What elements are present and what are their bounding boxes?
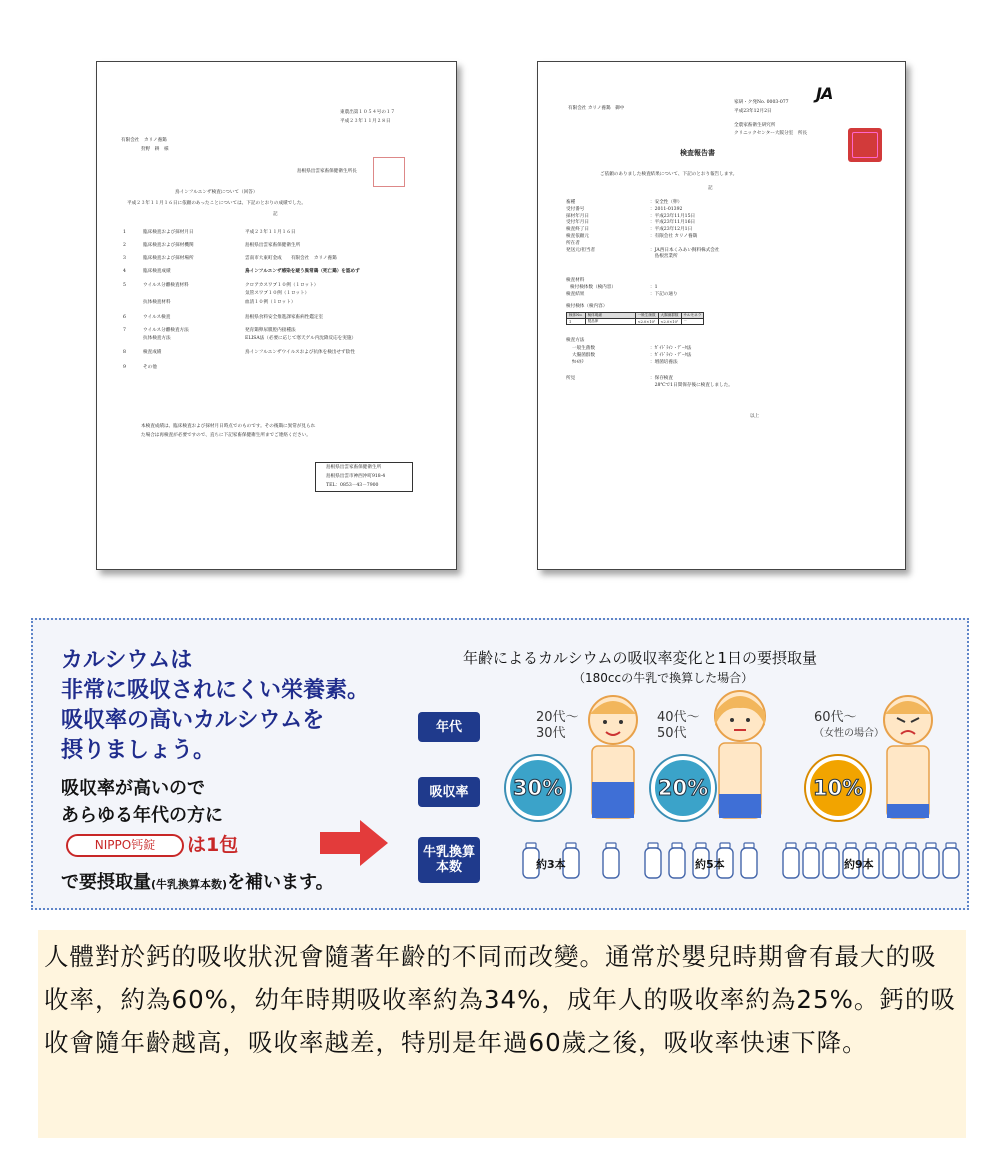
milk-count-label: 約5本 [695, 858, 725, 871]
table-header-cell: サルモネラ [681, 313, 704, 319]
doc-item-value: 島根県出雲家畜保健衛生所 [245, 243, 301, 248]
report-field-value: ：安全性（卵） [650, 200, 683, 205]
doc-item-value: 雲南市大東町金成 有限会社 カリノ養鶏 [245, 256, 337, 261]
report-field-label: 検査終了日 [566, 227, 589, 233]
age-group-label [814, 710, 884, 742]
report-field-label: 所在者 [566, 240, 580, 246]
doc-ki: 記 [273, 212, 278, 217]
report-table-caption: 検付検体（検内容） [566, 304, 608, 309]
milk-bottle-icon [821, 842, 841, 880]
doc-item-label: 臨床検査および採材月日 [143, 230, 194, 235]
doc-ref-number: 東農出第１０５４号の１７ [340, 110, 396, 115]
report-field-label: 採材年月日 [566, 213, 589, 219]
report-result: ：下記の通り [650, 292, 678, 297]
table-cell: <2.0×10¹ [635, 319, 658, 325]
age-text: 30代 [536, 726, 566, 741]
report-remark: 28℃で1日間保存後に検査しました。 [650, 383, 733, 388]
report-field-label: 受付年月日 [566, 220, 589, 226]
age-text: 60代～ [814, 710, 857, 725]
milk-bottle-icon [601, 842, 621, 880]
report-ki: 記 [708, 186, 713, 191]
doc-item-label: その他 [143, 365, 157, 370]
table-row [567, 319, 704, 325]
table-cell: 1 [567, 319, 586, 325]
age-text: 20代～ [536, 710, 579, 725]
milk-bottle-icon [921, 842, 941, 880]
report-field-value: ：平成23年11月16日 [650, 220, 696, 226]
table-header-cell: 検体明細 [585, 313, 635, 319]
row-label-text: 本数 [435, 860, 462, 875]
red-arrow-icon [320, 818, 390, 868]
report-ref-number: 家研・ク発No. 0003-077 [734, 100, 789, 105]
report-field-label: 受付番号 [566, 206, 585, 212]
report-ref-date: 平成23年12月2日 [734, 109, 772, 114]
absorption-rate-circle: 20% [651, 756, 715, 820]
address-line: 島根県出雲市神西沖町918-4 [326, 474, 386, 479]
report-method-value: ：ｶﾞｲﾄﾞﾗｲﾝ・ﾃﾞｰﾀ法 [650, 353, 692, 358]
doc-item-number: 6 [123, 315, 126, 320]
report-remark-label: 所見 [566, 376, 576, 381]
doc-item-number: 4 [123, 269, 126, 274]
headline-line: 吸収率の高いカルシウムを [61, 708, 325, 733]
doc-item-number: 8 [123, 350, 126, 355]
caption-text: 人體對於鈣的吸收狀況會隨著年齡的不同而改變。通常於嬰兒時期會有最大的吸收率，約為60%，幼年時期吸收率約為34%，成年人的吸收率約為25%。鈣的吸收會隨年齡越高，吸收率越差，特別是年過60歲之後，吸收率快速下降。 [44, 942, 956, 1057]
chart-title: 年齢によるカルシウムの吸収率変化と1日の要摂取量 [463, 649, 818, 667]
table-cell: <2.0×10¹ [658, 319, 681, 325]
age-note: （女性の場合） [814, 728, 884, 739]
issuer-address-box [315, 462, 413, 492]
doc-recipient-name: 狩野 耕 様 [141, 147, 169, 152]
age-group-label [657, 710, 700, 742]
address-phone: TEL：0853－43－7900 [326, 483, 379, 488]
calcium-absorption-infographic [31, 618, 969, 910]
milk-bottle-icon [781, 842, 801, 880]
report-field-value: ：2011-01392 [650, 206, 683, 212]
doc-item-value: 発育鶏卵尿膜腔内接種法 [245, 328, 296, 333]
report-result-label: 検査結果 [566, 292, 585, 297]
test-report-document [537, 61, 906, 570]
doc-item-value: 血清１０例（１ロット） [245, 300, 296, 305]
doc-issuer: 島根県出雲家畜保健衛生所長 [297, 169, 357, 174]
report-result-table [566, 312, 704, 325]
doc-note-line: 本検査成績は、臨床検査および採材月日時点でのものです。その後鶏に異常が見られ [141, 424, 316, 429]
headline-line: 摂りましょう。 [61, 738, 216, 763]
doc-item-value: クロアカスワブ１０例（１ロット） [245, 283, 319, 288]
report-field-value: 島根営業所 [650, 254, 678, 260]
report-method-label: 一般生菌数 [572, 346, 595, 351]
middle-age-person-icon [705, 686, 775, 822]
headline-line: カルシウムは [61, 648, 193, 673]
doc-item-label: ウイルス分離検査方法 [143, 328, 189, 333]
doc-item-value: ELISA法（必要に応じて寒天ゲル内沈降反応を実施） [245, 336, 357, 341]
doc-item-value: 鳥インフルエンザ感染を疑う異常鶏（死亡鶏）を認めず [245, 269, 360, 274]
report-remark: ：保存検査 [650, 376, 673, 381]
row-label-rate: 吸収率 [418, 777, 480, 807]
report-material-count-label: 検付検体数（検内容） [570, 285, 616, 290]
doc-item-number: 1 [123, 230, 126, 235]
chart-subtitle: （180ccの牛乳で換算した場合） [573, 671, 754, 685]
doc-item-value: 島根県食料安全推進課家畜病性鑑定室 [245, 315, 324, 320]
doc-item-label: 臨床検査成績 [143, 269, 171, 274]
doc-item-label: 臨床検査および採材機関 [143, 243, 194, 248]
dose-text: は1包 [187, 834, 239, 856]
absorption-rate-circle: 30% [506, 756, 570, 820]
doc-intro: 平成２３年１１月１６日に依頼のあったことについては、下記のとおりの成績でした。 [127, 201, 307, 206]
report-field-label: 検査依頼元 [566, 234, 589, 239]
nippo-product-badge: NIPPO钙錠 [66, 834, 184, 857]
report-field-label: 畜種 [566, 200, 576, 205]
body-text-note: (牛乳換算本数) [151, 878, 228, 891]
row-label-milk [418, 837, 480, 883]
doc-item-number: 3 [123, 256, 126, 261]
body-text: で要摂取量 [61, 872, 151, 893]
report-end-mark: 以上 [750, 414, 760, 419]
report-field-value: ：平成23年11月15日 [650, 213, 696, 219]
report-field-label: 発送元/担当者 [566, 247, 596, 253]
milk-bottle-icon [881, 842, 901, 880]
report-method-value: ：増菌培養法 [650, 360, 678, 365]
body-line-supplement [61, 870, 334, 898]
doc-item-number: 5 [123, 283, 126, 288]
doc-item-number: 7 [123, 328, 126, 333]
report-method-value: ：ｶﾞｲﾄﾞﾗｲﾝ・ﾃﾞｰﾀ法 [650, 346, 692, 351]
table-header-cell: 大腸菌群数 [658, 313, 681, 319]
doc-item-label: 検査成績 [143, 350, 162, 355]
milk-bottle-icon [941, 842, 961, 880]
doc-subject: 鳥インフルエンザ検査について（回答） [175, 190, 258, 195]
report-field-value: ：JA西日本くみあい飼料株式会社 [650, 247, 720, 253]
milk-count-label: 約9本 [844, 858, 874, 871]
table-header-cell: 検体No. [567, 313, 586, 319]
row-label-age: 年代 [418, 712, 480, 742]
milk-bottle-icon [901, 842, 921, 880]
doc-item-number: 2 [123, 243, 126, 248]
age-text: 50代 [657, 726, 687, 741]
report-material-label: 検査材料 [566, 278, 585, 283]
elderly-person-icon [875, 692, 941, 822]
report-field-value: ：平成23年12月1日 [650, 227, 693, 233]
absorption-rate-circle: 10% [806, 756, 870, 820]
table-cell: 製品卵 [585, 319, 635, 325]
doc-item-value: 平成２３年１１月１６日 [245, 230, 296, 235]
report-field-value: ：有限会社 カリノ養鶏 [650, 234, 698, 239]
doc-ref-date: 平成２３年１１月２８日 [340, 119, 391, 124]
milk-bottle-icon [667, 842, 687, 880]
doc-recipient-company: 有限会社 カリノ養鶏 [121, 138, 167, 143]
young-person-icon [578, 692, 648, 822]
explanation-caption [38, 930, 966, 1138]
doc-item-label: 抗体検査材料 [143, 300, 171, 305]
doc-item-label: 抗体検査方法 [143, 336, 171, 341]
doc-item-label: ウイルス検査 [143, 315, 171, 320]
doc-item-label: ウイルス分離検査材料 [143, 283, 189, 288]
headline-line: 非常に吸収されにくい栄養素。 [61, 678, 370, 703]
address-line: 島根県出雲家畜保健衛生所 [326, 465, 382, 470]
report-org: クリニックセンター大阪分室 所長 [734, 131, 808, 136]
report-addressee: 有限会社 カリノ養鶏 御中 [568, 106, 625, 111]
report-org: 全農家畜衛生研究所 [734, 123, 776, 128]
row-label-text: 牛乳換算 [422, 845, 475, 860]
issuer-stamp [373, 157, 405, 187]
milk-bottle-icon [739, 842, 759, 880]
table-cell: － [681, 319, 704, 325]
inspection-reply-document [96, 61, 457, 570]
report-method-label: 検査方法 [566, 338, 585, 343]
milk-bottle-icon [801, 842, 821, 880]
red-seal-stamp [848, 128, 882, 162]
report-title: 検査報告書 [680, 148, 715, 157]
doc-item-number: 9 [123, 365, 126, 370]
report-intro: ご依頼のありました検査結果について、下記のとおり報告します。 [600, 172, 738, 177]
report-material-count: ：1 [650, 285, 658, 290]
body-line: あらゆる年代の方に [61, 805, 223, 826]
age-group-label [536, 710, 579, 742]
report-method-label: 大腸菌群数 [572, 353, 595, 358]
milk-bottle-icon [643, 842, 663, 880]
doc-item-value: 気管スワブ１０例（１ロット） [245, 291, 310, 296]
doc-note-line: た場合は再検査が必要ですので、直ちに下記家畜保健衛生所までご連絡ください。 [141, 433, 311, 438]
body-line: 吸収率が高いので [61, 778, 205, 799]
ja-logo: JA [816, 84, 833, 103]
body-text: を補います。 [227, 872, 334, 893]
milk-count-label: 約3本 [536, 858, 566, 871]
report-method-label: ｻﾙﾓﾈﾗ [572, 360, 584, 365]
doc-item-label: 臨床検査および採材場所 [143, 256, 194, 261]
age-text: 40代～ [657, 710, 700, 725]
doc-item-value: 鳥インフルエンザウイルスおよび抗体を検出せず陰性 [245, 350, 355, 355]
table-header-cell: 一般生菌数 [635, 313, 658, 319]
